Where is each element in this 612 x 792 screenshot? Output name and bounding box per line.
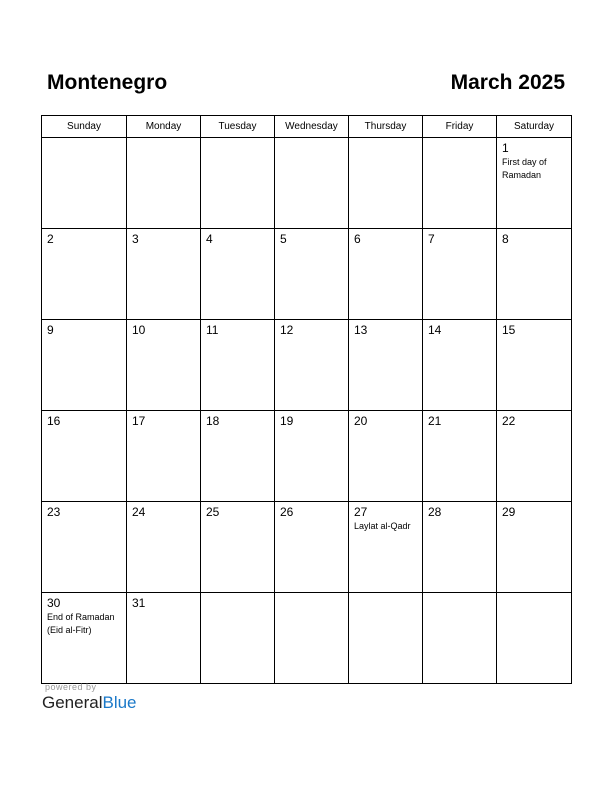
brand-general: General (42, 693, 103, 712)
week-row (42, 229, 572, 320)
weekday-friday: Friday (423, 116, 497, 138)
day-cell (127, 320, 201, 411)
day-number: 26 (280, 505, 294, 519)
week-row (42, 593, 572, 684)
day-number: 29 (502, 505, 516, 519)
weekday-monday: Monday (127, 116, 201, 138)
weekday-saturday: Saturday (497, 116, 572, 138)
day-number: 23 (47, 505, 61, 519)
day-cell (201, 229, 275, 320)
day-number: 31 (132, 596, 146, 610)
day-number: 4 (206, 232, 213, 246)
day-cell (423, 502, 497, 593)
day-cell (275, 320, 349, 411)
day-cell (42, 502, 127, 593)
holiday-label: End of Ramadan (Eid al-Fitr) (47, 612, 115, 635)
day-number: 16 (47, 414, 61, 428)
day-cell (42, 320, 127, 411)
day-cell (127, 138, 201, 229)
day-cell (423, 229, 497, 320)
day-number: 17 (132, 414, 146, 428)
day-number: 21 (428, 414, 442, 428)
day-cell (275, 411, 349, 502)
day-number: 24 (132, 505, 146, 519)
day-number: 19 (280, 414, 294, 428)
day-number: 7 (428, 232, 435, 246)
day-number: 2 (47, 232, 54, 246)
week-row (42, 320, 572, 411)
day-cell (42, 593, 127, 684)
weekday-sunday: Sunday (42, 116, 127, 138)
day-number: 12 (280, 323, 294, 337)
day-cell (349, 411, 423, 502)
day-number: 14 (428, 323, 442, 337)
day-cell (275, 229, 349, 320)
day-cell (127, 411, 201, 502)
day-cell (423, 320, 497, 411)
day-number: 8 (502, 232, 509, 246)
day-cell (349, 320, 423, 411)
day-number: 25 (206, 505, 220, 519)
day-number: 9 (47, 323, 54, 337)
day-cell (42, 229, 127, 320)
powered-by-text: powered by (45, 682, 97, 692)
day-cell (127, 593, 201, 684)
day-cell (497, 593, 572, 684)
day-cell (423, 593, 497, 684)
country-title: Montenegro (47, 71, 168, 94)
week-row (42, 411, 572, 502)
day-cell (127, 502, 201, 593)
day-number: 3 (132, 232, 139, 246)
weekday-header-row (42, 116, 572, 138)
weekday-tuesday: Tuesday (201, 116, 275, 138)
day-cell (497, 411, 572, 502)
holiday-label: Laylat al-Qadr (354, 521, 411, 531)
day-cell (201, 320, 275, 411)
day-cell (201, 138, 275, 229)
day-cell (275, 138, 349, 229)
day-cell (497, 320, 572, 411)
week-row (42, 138, 572, 229)
day-cell (349, 138, 423, 229)
day-cell (275, 502, 349, 593)
day-number: 13 (354, 323, 368, 337)
day-cell (42, 411, 127, 502)
generalblue-logo[interactable] (42, 693, 137, 713)
day-number: 1 (502, 141, 509, 155)
day-cell (349, 593, 423, 684)
day-cell (127, 229, 201, 320)
day-number: 11 (206, 323, 219, 337)
day-number: 6 (354, 232, 361, 246)
calendar-grid (41, 115, 572, 684)
weekday-wednesday: Wednesday (275, 116, 349, 138)
day-cell (201, 502, 275, 593)
day-cell (201, 411, 275, 502)
day-number: 20 (354, 414, 368, 428)
day-number: 5 (280, 232, 287, 246)
day-number: 30 (47, 596, 61, 610)
day-cell (423, 411, 497, 502)
day-cell (497, 229, 572, 320)
brand-blue: Blue (102, 693, 137, 712)
holiday-label: First day of Ramadan (502, 157, 547, 180)
day-number: 22 (502, 414, 516, 428)
day-cell (201, 593, 275, 684)
weekday-thursday: Thursday (349, 116, 423, 138)
day-cell (42, 138, 127, 229)
day-number: 15 (502, 323, 516, 337)
calendar-body (42, 138, 572, 684)
day-cell (275, 593, 349, 684)
day-number: 10 (132, 323, 146, 337)
day-cell (349, 229, 423, 320)
day-number: 18 (206, 414, 220, 428)
month-title: March 2025 (450, 71, 565, 94)
day-cell (497, 138, 572, 229)
week-row (42, 502, 572, 593)
day-cell (349, 502, 423, 593)
day-number: 27 (354, 505, 368, 519)
day-number: 28 (428, 505, 442, 519)
day-cell (423, 138, 497, 229)
day-cell (497, 502, 572, 593)
